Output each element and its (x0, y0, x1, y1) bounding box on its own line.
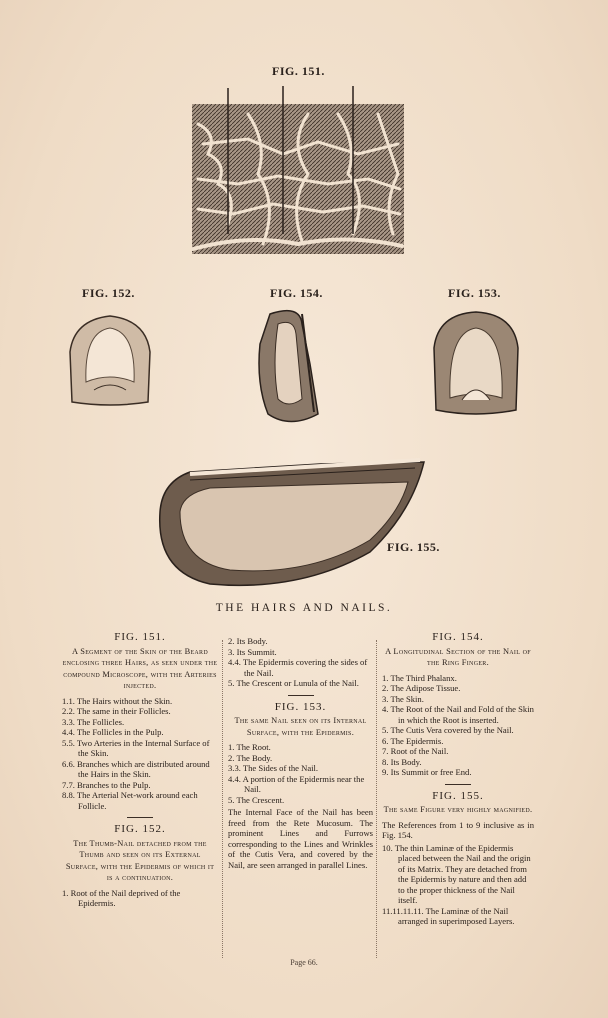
list-item: 6.6. Branches which are distributed around the Hairs in the Skin. (62, 758, 210, 779)
divider (445, 784, 471, 785)
list-item: 3. Its Summit. (228, 646, 277, 657)
column-2 (228, 636, 373, 872)
list-item: 3.3. The Sides of the Nail. (228, 763, 319, 773)
list-item: 4. The Root of the Nail and Fold of the Skin in which the Root is inserted. (382, 704, 534, 725)
fig-151-label: FIG. 151. (272, 64, 325, 78)
list-item: 5.5. Two Arteries in the Internal Surface of the Skin. (62, 737, 210, 758)
fig-154-heading: FIG. 154. (432, 631, 484, 643)
fig-152-illustration (64, 312, 156, 410)
fig-154-caption: A Longitudinal Section of the Nail of the Ring Finger. (385, 646, 531, 667)
column-divider (222, 640, 223, 958)
list-item: 5. The Crescent. (228, 794, 285, 805)
fig-152-caption: The Thumb-Nail detached from the Thumb and seen on its External Surface, with the Epidermis of which it is a continuation. (65, 838, 215, 882)
page-number: Page 66. (290, 958, 318, 967)
list-item: 2.2. The same in their Follicles. (62, 706, 171, 716)
fig-153-label: FIG. 153. (448, 286, 501, 300)
list-item: 7. Root of the Nail. (382, 746, 449, 756)
column-1 (62, 632, 218, 909)
fig-155-paragraph: The References from 1 to 9 inclusive as in Fig. 154. (382, 819, 534, 840)
fig-152-label: FIG. 152. (82, 286, 135, 300)
fig-151-illustration (188, 84, 410, 264)
list-item: 3. The Skin. (382, 693, 424, 704)
list-item: 3.3. The Follicles. (62, 716, 125, 727)
fig-153-heading: FIG. 153. (274, 700, 327, 713)
list-item: 10. The thin Laminæ of the Epidermis placed between the Nail and the origin of its Matrix. They are detached from the Epidermis by nature and then add to the proper thickness of the Nail itself. (382, 842, 531, 905)
column-divider (376, 640, 377, 958)
fig-151-heading: FIG. 151. (114, 631, 166, 643)
fig-155-illustration (150, 452, 430, 590)
column-3 (382, 632, 534, 927)
list-item: 4.4. The Follicles in the Pulp. (62, 727, 164, 737)
fig-154-illustration (250, 304, 326, 428)
fig-153-paragraph: The Internal Face of the Nail has been freed from the Rete Mucosum. The prominent Lines and Furrows corresponding to the Lines and Wrinkles of the Cutis Vera, and covered by the Nail, are seen arranged in parallel Lines. (228, 807, 373, 870)
list-item: 8. Its Body. (382, 756, 422, 767)
list-item: 8.8. The Arterial Net-work around each Follicle. (62, 790, 198, 811)
list-item: 6. The Epidermis. (382, 735, 444, 746)
list-item: 5. The Crescent or Lunula of the Nail. (228, 678, 359, 688)
fig-151-caption: A Segment of the Skin of the Beard enclosing three Hairs, as seen under the compound Microscope, with the Arteries injected. (62, 646, 218, 690)
list-item: 1. Root of the Nail deprived of the Epidermis. (62, 887, 181, 908)
fig-154-label: FIG. 154. (270, 286, 323, 300)
fig-155-label: FIG. 155. (387, 540, 440, 554)
list-item: 5. The Cutis Vera covered by the Nail. (382, 725, 514, 735)
list-item: 11.11.11.11. The Laminæ of the Nail arranged in superimposed Layers. (382, 905, 515, 926)
fig-153-caption: The same Nail seen on its Internal Surface, with the Epidermis. (234, 716, 367, 737)
divider (288, 695, 314, 696)
fig-155-caption: The same Figure very highly magnified. (383, 805, 533, 814)
list-item: 1.1. The Hairs without the Skin. (62, 695, 173, 706)
list-item: 4.4. The Epidermis covering the sides of the Nail. (228, 657, 368, 678)
list-item: 1. The Third Phalanx. (382, 672, 457, 683)
list-item: 2. Its Body. (228, 636, 268, 646)
list-item: 4.4. A portion of the Epidermis near the Nail. (228, 773, 365, 794)
fig-155-heading: FIG. 155. (432, 789, 484, 802)
list-item: 2. The Body. (228, 752, 273, 763)
list-item: 1. The Root. (228, 742, 271, 752)
list-item: 9. Its Summit or free End. (382, 767, 472, 777)
fig-152-heading: FIG. 152. (114, 823, 166, 835)
divider (127, 817, 153, 818)
plate-title: THE HAIRS AND NAILS. (215, 602, 393, 614)
list-item: 2. The Adipose Tissue. (382, 683, 461, 693)
fig-153-illustration (428, 310, 524, 422)
list-item: 7.7. Branches to the Pulp. (62, 779, 151, 790)
